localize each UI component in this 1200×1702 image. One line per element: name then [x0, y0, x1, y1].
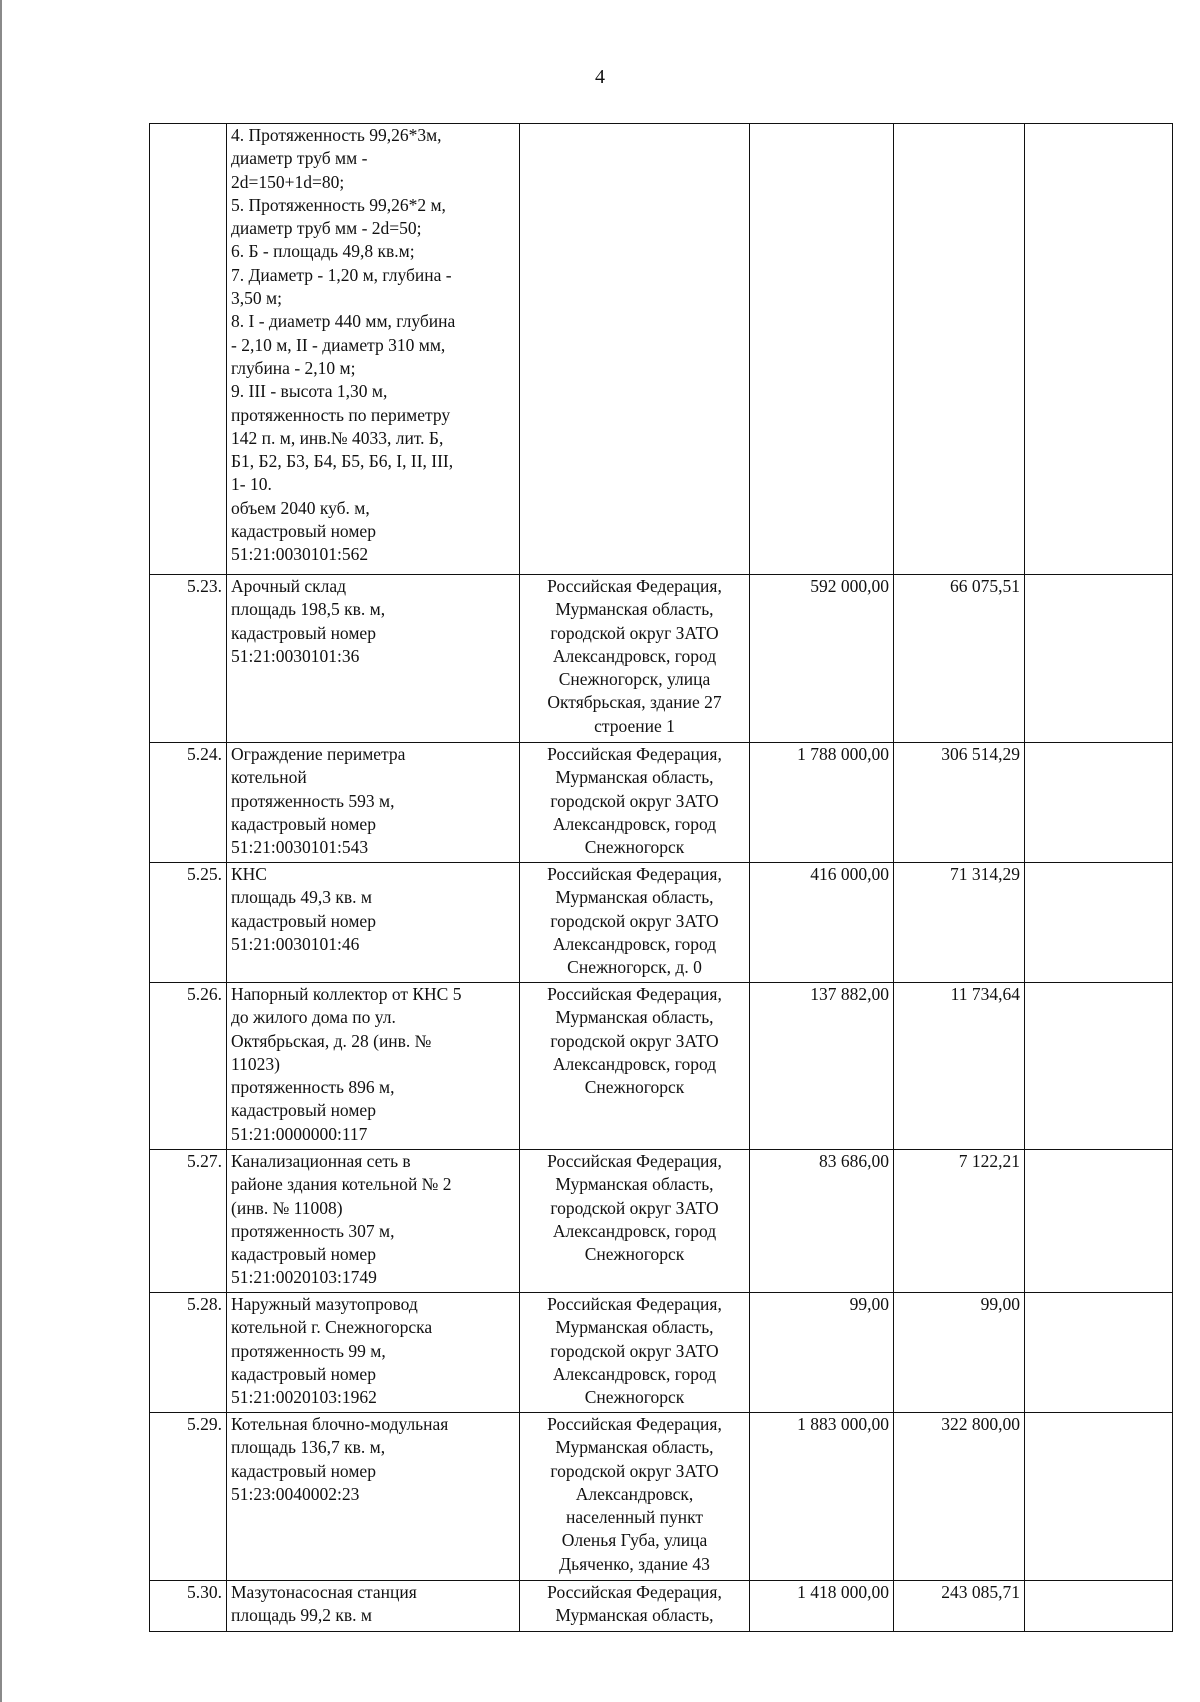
address-line: городской округ ЗАТО — [550, 790, 719, 811]
address-cell — [520, 575, 750, 743]
table-row — [150, 1581, 1173, 1632]
book-value-cell: 99,00 — [750, 1293, 894, 1413]
address-line: Российская Федерация, — [547, 576, 722, 596]
address-line: Мурманская область, — [555, 767, 714, 788]
description-line: кадастровый номер — [231, 521, 376, 542]
address-line: Александровск, город — [552, 1220, 717, 1241]
description-line: кадастровый номер — [231, 1100, 376, 1121]
address-line: Российская Федерация, — [547, 1294, 722, 1314]
item-number-cell: 5.25. — [150, 863, 227, 983]
note-cell — [1025, 863, 1173, 983]
item-number-cell: 5.23. — [150, 575, 227, 743]
address-cell — [520, 743, 750, 863]
description-line: 51:21:0000000:117 — [231, 1123, 368, 1144]
description-line: кадастровый номер — [231, 622, 376, 643]
description-line: протяженность 896 м, — [231, 1077, 395, 1098]
description-line: кадастровый номер — [231, 910, 376, 931]
table-row — [150, 124, 1173, 575]
address-cell — [520, 983, 750, 1150]
description-line: кадастровый номер — [231, 813, 376, 834]
description-line: Наружный мазутопровод — [231, 1294, 418, 1314]
description-line: кадастровый номер — [231, 1363, 376, 1384]
book-value-cell: 137 882,00 — [750, 983, 894, 1150]
description-line: 3,50 м; — [231, 288, 282, 309]
description-line: площадь 136,7 кв. м, — [231, 1437, 386, 1458]
table-row — [150, 983, 1173, 1150]
address-line: Мурманская область, — [555, 1437, 714, 1458]
address-line: населенный пункт — [565, 1507, 703, 1528]
object-description-cell — [227, 575, 520, 743]
table-row — [150, 743, 1173, 863]
item-number-cell: 5.26. — [150, 983, 227, 1150]
item-number-cell: 5.30. — [150, 1581, 227, 1632]
description-line: 51:21:0030101:562 — [231, 544, 369, 565]
book-value-cell: 83 686,00 — [750, 1150, 894, 1293]
table-row — [150, 1293, 1173, 1413]
description-line: 11023) — [231, 1053, 280, 1074]
address-line: Александровск, — [575, 1483, 694, 1504]
description-line: диаметр труб мм - — [231, 148, 368, 169]
book-value-cell: 592 000,00 — [750, 575, 894, 743]
address-line: городской округ ЗАТО — [550, 1460, 719, 1481]
address-line: Российская Федерация, — [547, 1151, 722, 1171]
description-line: 51:21:0030101:36 — [231, 645, 360, 666]
description-line: Котельная блочно-модульная — [231, 1414, 449, 1434]
address-line: Мурманская область, — [555, 599, 714, 620]
table-row — [150, 1413, 1173, 1581]
book-value-cell — [750, 124, 894, 575]
item-number-cell — [150, 124, 227, 575]
address-line: городской округ ЗАТО — [550, 910, 719, 931]
address-line: Российская Федерация, — [547, 1414, 722, 1434]
description-line: площадь 99,2 кв. м — [231, 1605, 372, 1626]
address-line: Снежногорск — [584, 1387, 685, 1408]
object-description-cell — [227, 1293, 520, 1413]
table-row — [150, 575, 1173, 743]
object-description-cell — [227, 983, 520, 1150]
description-line: объем 2040 куб. м, — [231, 497, 370, 518]
description-line: Ограждение периметра — [231, 744, 406, 764]
address-line: Александровск, город — [552, 813, 717, 834]
object-description-cell — [227, 863, 520, 983]
address-line: Снежногорск, улица — [558, 669, 711, 690]
note-cell — [1025, 743, 1173, 863]
address-line: Снежногорск, д. 0 — [567, 957, 702, 978]
description-line: 51:21:0030101:46 — [231, 933, 360, 954]
note-cell — [1025, 1581, 1173, 1632]
description-line: 51:21:0020103:1749 — [231, 1267, 377, 1288]
note-cell — [1025, 1150, 1173, 1293]
description-line: - 2,10 м, II - диаметр 310 мм, — [231, 334, 446, 355]
address-cell — [520, 124, 750, 575]
address-line: Российская Федерация, — [547, 984, 722, 1004]
note-cell — [1025, 983, 1173, 1150]
residual-value-cell: 7 122,21 — [894, 1150, 1025, 1293]
description-line: 51:21:0020103:1962 — [231, 1387, 377, 1408]
item-number-cell: 5.27. — [150, 1150, 227, 1293]
book-value-cell: 1 788 000,00 — [750, 743, 894, 863]
address-cell — [520, 1293, 750, 1413]
object-description-cell — [227, 1150, 520, 1293]
description-line: 5. Протяженность 99,26*2 м, — [231, 194, 446, 215]
item-number-cell: 5.29. — [150, 1413, 227, 1581]
description-line: 4. Протяженность 99,26*3м, — [231, 125, 442, 145]
book-value-cell: 416 000,00 — [750, 863, 894, 983]
address-line: Мурманская область, — [555, 1174, 714, 1195]
address-line: Александровск, город — [552, 1363, 717, 1384]
description-line: кадастровый номер — [231, 1460, 376, 1481]
description-line: 142 п. м, инв.№ 4033, лит. Б, — [231, 427, 444, 448]
residual-value-cell — [894, 124, 1025, 575]
address-line: Снежногорск — [584, 1244, 685, 1265]
object-description-cell — [227, 1413, 520, 1581]
description-line: 6. Б - площадь 49,8 кв.м; — [231, 241, 415, 262]
description-line: Канализационная сеть в — [231, 1151, 411, 1171]
residual-value-cell: 99,00 — [894, 1293, 1025, 1413]
description-line: протяженность по периметру — [231, 404, 451, 425]
object-description-cell — [227, 1581, 520, 1632]
address-line: Александровск, город — [552, 1053, 717, 1074]
residual-value-cell: 322 800,00 — [894, 1413, 1025, 1581]
address-line: Мурманская область, — [555, 887, 714, 908]
address-line: Российская Федерация, — [547, 1582, 722, 1602]
table-row — [150, 863, 1173, 983]
book-value-cell: 1 883 000,00 — [750, 1413, 894, 1581]
description-line: площадь 198,5 кв. м, — [231, 599, 386, 620]
description-line: (инв. № 11008) — [231, 1197, 343, 1218]
address-line: Снежногорск — [584, 837, 685, 858]
address-line: городской округ ЗАТО — [550, 1197, 719, 1218]
address-cell — [520, 1581, 750, 1632]
address-line: Дьяченко, здание 43 — [559, 1553, 710, 1574]
description-line: Напорный коллектор от КНС 5 — [231, 984, 462, 1004]
residual-value-cell: 66 075,51 — [894, 575, 1025, 743]
residual-value-cell: 306 514,29 — [894, 743, 1025, 863]
residual-value-cell: 71 314,29 — [894, 863, 1025, 983]
item-number-cell: 5.24. — [150, 743, 227, 863]
description-line: 8. I - диаметр 440 мм, глубина — [231, 311, 456, 332]
description-line: протяженность 307 м, — [231, 1220, 395, 1241]
address-line: Российская Федерация, — [547, 864, 722, 884]
object-description-cell — [227, 124, 520, 575]
description-line: Октябрьская, д. 28 (инв. № — [231, 1030, 432, 1051]
residual-value-cell: 11 734,64 — [894, 983, 1025, 1150]
register-body — [150, 124, 1173, 1632]
address-line: городской округ ЗАТО — [550, 1340, 719, 1361]
description-line: 7. Диаметр - 1,20 м, глубина - — [231, 264, 452, 285]
note-cell — [1025, 1293, 1173, 1413]
description-line: 51:21:0030101:543 — [231, 837, 369, 858]
description-line: до жилого дома по ул. — [231, 1007, 396, 1028]
page-number: 4 — [595, 66, 605, 88]
address-cell — [520, 1413, 750, 1581]
description-line: котельной г. Снежногорска — [231, 1317, 433, 1338]
description-line: протяженность 593 м, — [231, 790, 395, 811]
address-line: строение 1 — [594, 715, 675, 736]
description-line: диаметр труб мм - 2d=50; — [231, 218, 422, 239]
address-line: Мурманская область, — [555, 1605, 714, 1626]
description-line: Арочный склад — [231, 576, 347, 596]
item-number-cell: 5.28. — [150, 1293, 227, 1413]
address-line: Снежногорск — [584, 1077, 685, 1098]
description-line: глубина - 2,10 м; — [231, 357, 356, 378]
note-cell — [1025, 1413, 1173, 1581]
description-line: 51:23:0040002:23 — [231, 1483, 360, 1504]
description-line: площадь 49,3 кв. м — [231, 887, 372, 908]
description-line: 1- 10. — [231, 474, 272, 495]
scan-edge-line — [0, 0, 2, 1702]
address-line: городской округ ЗАТО — [550, 1030, 719, 1051]
description-line: протяженность 99 м, — [231, 1340, 386, 1361]
residual-value-cell: 243 085,71 — [894, 1581, 1025, 1632]
address-line: Александровск, город — [552, 645, 717, 666]
description-line: 2d=150+1d=80; — [231, 171, 345, 192]
description-line: Мазутонасосная станция — [231, 1582, 417, 1602]
description-line: Б1, Б2, Б3, Б4, Б5, Б6, I, II, III, — [231, 451, 454, 472]
description-line: 9. III - высота 1,30 м, — [231, 381, 388, 402]
address-line: Оленья Губа, улица — [561, 1530, 708, 1551]
note-cell — [1025, 124, 1173, 575]
description-line: кадастровый номер — [231, 1244, 376, 1265]
description-line: районе здания котельной № 2 — [231, 1174, 452, 1195]
address-line: Мурманская область, — [555, 1007, 714, 1028]
address-cell — [520, 1150, 750, 1293]
address-cell — [520, 863, 750, 983]
address-line: Александровск, город — [552, 933, 717, 954]
property-register-table — [149, 123, 1173, 1632]
note-cell — [1025, 575, 1173, 743]
description-line: КНС — [231, 864, 267, 884]
address-line: Октябрьская, здание 27 — [547, 692, 722, 713]
address-line: городской округ ЗАТО — [550, 622, 719, 643]
book-value-cell: 1 418 000,00 — [750, 1581, 894, 1632]
table-row — [150, 1150, 1173, 1293]
object-description-cell — [227, 743, 520, 863]
address-line: Мурманская область, — [555, 1317, 714, 1338]
description-line: котельной — [231, 767, 307, 788]
address-line: Российская Федерация, — [547, 744, 722, 764]
